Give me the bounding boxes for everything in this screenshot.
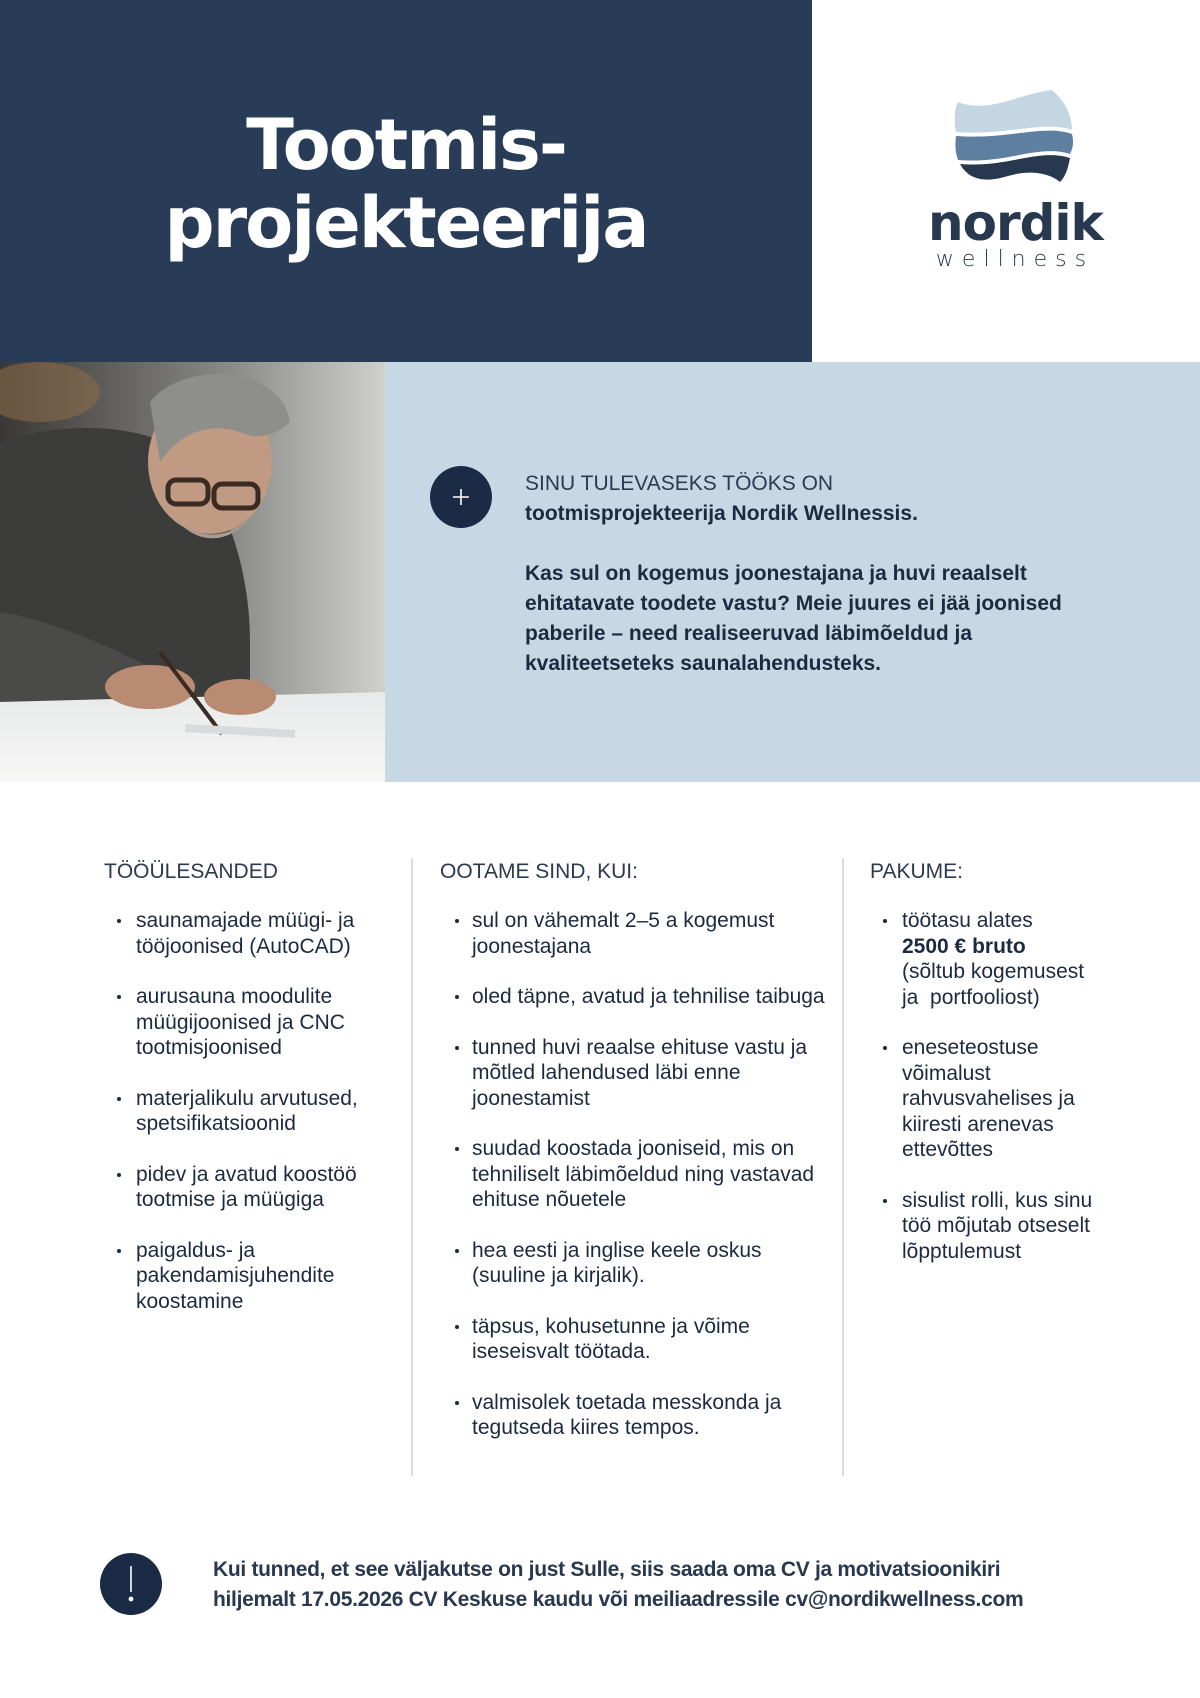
- benefits-column: [870, 858, 1100, 1289]
- column-divider: [411, 858, 413, 1476]
- salary-suffix: (sõltub kogemusest ja portfooliost): [902, 960, 1090, 1009]
- list-item: hea eesti ja inglise keele oskus (suuline ja kirjalik).: [440, 1238, 840, 1289]
- responsibilities-list: [104, 908, 404, 1314]
- company-logo: [900, 80, 1120, 280]
- salary-amount: 2500 € bruto: [902, 934, 1026, 958]
- list-item: sul on vähemalt 2–5 a kogemust joonestajana: [440, 908, 840, 959]
- benefits-heading: PAKUME:: [870, 860, 963, 883]
- plus-icon: [430, 466, 492, 528]
- intro-lead: tootmisprojekteerija Nordik Wellnessis.: [525, 502, 918, 525]
- salary-item: [870, 908, 1100, 1010]
- cta-text: [213, 1555, 1093, 1615]
- column-divider: [842, 858, 844, 1476]
- cta-line-1: Kui tunned, et see väljakutse on just Sulle, siis saada oma CV ja motivatsioonikiri: [213, 1558, 1001, 1581]
- requirements-list: [440, 908, 840, 1441]
- job-details-columns: [0, 858, 1200, 1478]
- cta-line-2-text: hiljemalt 17.05.2026 CV Keskuse kaudu või meiliaadressile: [213, 1588, 786, 1611]
- intro-kicker: SINU TULEVASEKS TÖÖKS ON: [525, 472, 834, 495]
- list-item: eneseteostuse võimalust rahvusvahelises ja kiiresti arenevas ettevõttes: [870, 1035, 1100, 1163]
- intro-body: Kas sul on kogemus joonestajana ja huvi reaalselt ehitatavate toodete vastu? Meie juures ei jää joonised paberile – need realiseeruvad läbimõeldud ja kvaliteetseteks saunalahendusteks.: [525, 562, 1062, 675]
- list-item: paigaldus- ja pakendamisjuhendite koostamine: [104, 1238, 404, 1315]
- logo-name: nordik: [928, 194, 1103, 252]
- list-item: tunned huvi reaalse ehituse vastu ja mõtled lahendused läbi enne joonestamist: [440, 1035, 840, 1112]
- page-title-line-1: Tootmis-: [246, 104, 566, 186]
- drafter-photo-illustration: [0, 362, 385, 782]
- list-item: suudad koostada jooniseid, mis on tehniliselt läbimõeldud ning vastavad ehituse nõuetele: [440, 1136, 840, 1213]
- list-item: pidev ja avatud koostöö tootmise ja müügiga: [104, 1162, 404, 1213]
- list-item: valmisolek toetada messkonda ja tegutseda kiires tempos.: [440, 1390, 840, 1441]
- list-item: sisulist rolli, kus sinu töö mõjutab otseselt lõpptulemust: [870, 1188, 1100, 1265]
- benefits-list: [870, 908, 1100, 1264]
- page-title-line-2: projekteerija: [164, 182, 648, 264]
- header-banner: [0, 0, 812, 362]
- logo-subtitle: wellness: [935, 247, 1095, 272]
- list-item: oled täpne, avatud ja tehnilise taibuga: [440, 984, 840, 1010]
- application-call-to-action: [100, 1553, 1100, 1617]
- responsibilities-column: [104, 858, 404, 1339]
- responsibilities-heading: TÖÖÜLESANDED: [104, 860, 278, 883]
- email-link[interactable]: cv@nordikwellness.com: [785, 1588, 1024, 1611]
- waves-logo-icon: [948, 88, 1078, 184]
- requirements-column: [440, 858, 840, 1466]
- page-title: [165, 106, 648, 262]
- salary-prefix: töötasu alates: [902, 909, 1033, 932]
- cta-line-2: [213, 1585, 1093, 1615]
- exclamation-icon: [100, 1553, 162, 1615]
- list-item: materjalikulu arvutused, spetsifikatsioonid: [104, 1086, 404, 1137]
- hero-photo: [0, 362, 385, 782]
- intro-text: [525, 469, 1085, 679]
- list-item: aurusauna moodulite müügijoonised ja CNC tootmisjoonised: [104, 984, 404, 1061]
- list-item: täpsus, kohusetunne ja võime iseseisvalt töötada.: [440, 1314, 840, 1365]
- list-item: saunamajade müügi- ja tööjoonised (AutoCAD): [104, 908, 404, 959]
- intro-panel: [385, 362, 1200, 782]
- requirements-heading: OOTAME SIND, KUI:: [440, 860, 638, 883]
